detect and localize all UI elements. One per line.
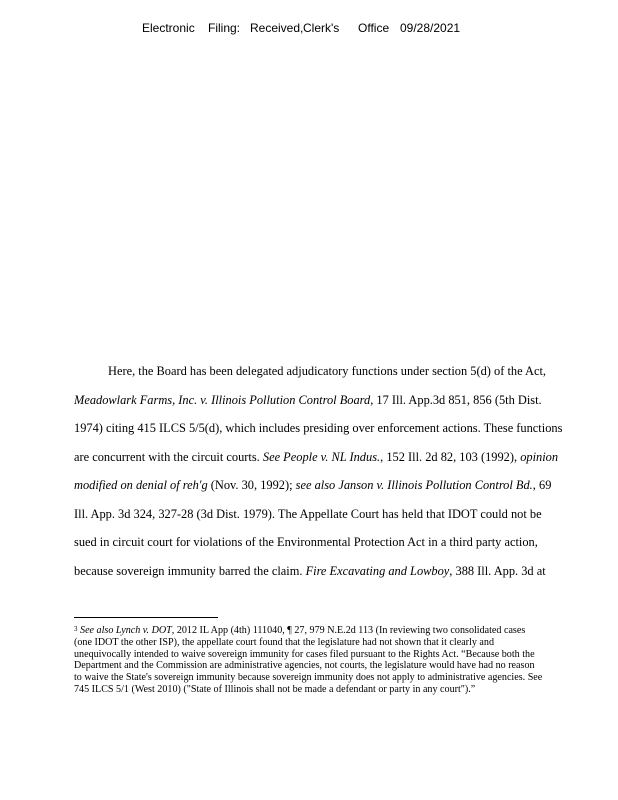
body-line-8: because sovereign immunity barred the claim. Fire Excavating and Lowboy, 388 Ill. App. 3d at	[74, 563, 546, 578]
header-office: Office	[358, 21, 390, 35]
footnote-text: , 2012 IL App (4th) 111040, ¶ 27, 979 N.E.2d 113 (In reviewing two consolidated cases (one IDOT the other ISP), the appellate court found that the legislature had not shown that it clearly and unequivocally intended to waive sovereign immunity for cases filed pursuant to the Rights Act. “Because both the Department and the Commission are administrative agencies, not courts, the legislature would have had no reason to waive the State's sovereign immunity because sovereign immunity does not apply to administrative agencies. See 745 ILCS 5/1 (West 2010) ("State of Illinois shall not be made a defendant or party in any court").”	[74, 625, 543, 695]
body-line-1: Here, the Board has been delegated adjudicatory functions under section 5(d) of the Act,	[108, 364, 546, 378]
header-clerks: Clerk's	[303, 21, 340, 35]
footnote-see-also: See also Lynch v. DOT	[80, 625, 172, 636]
filing-header	[0, 21, 618, 119]
body-paragraph	[74, 357, 594, 585]
footnote	[74, 625, 544, 696]
body-line-5: modified on denial of reh'g (Nov. 30, 1992); see also Janson v. Illinois Pollution Control Bd., 69	[74, 478, 552, 492]
body-line-3: 1974) citing 415 ILCS 5/5(d), which includes presiding over enforcement actions. These functions	[74, 421, 563, 435]
header-date: 09/28/2021	[400, 21, 461, 35]
header-electronic: Electronic	[142, 21, 195, 35]
header-received: Received,	[250, 21, 304, 35]
body-line-2: Meadowlark Farms, Inc. v. Illinois Pollution Control Board, 17 Ill. App.3d 851, 856 (5th Dist.	[74, 392, 542, 407]
footnote-divider	[74, 617, 218, 618]
body-line-4: are concurrent with the circuit courts. See People v. NL Indus., 152 Ill. 2d 82, 103 (1992), opinion	[74, 449, 559, 464]
body-line-6: Ill. App. 3d 324, 327-28 (3d Dist. 1979). The Appellate Court has held that IDOT could not be	[74, 506, 542, 521]
footnote-marker: 3	[74, 625, 78, 633]
header-filing: Filing:	[208, 21, 241, 35]
body-line-7: sued in circuit court for violations of the Environmental Protection Act in a third party action,	[74, 535, 538, 549]
